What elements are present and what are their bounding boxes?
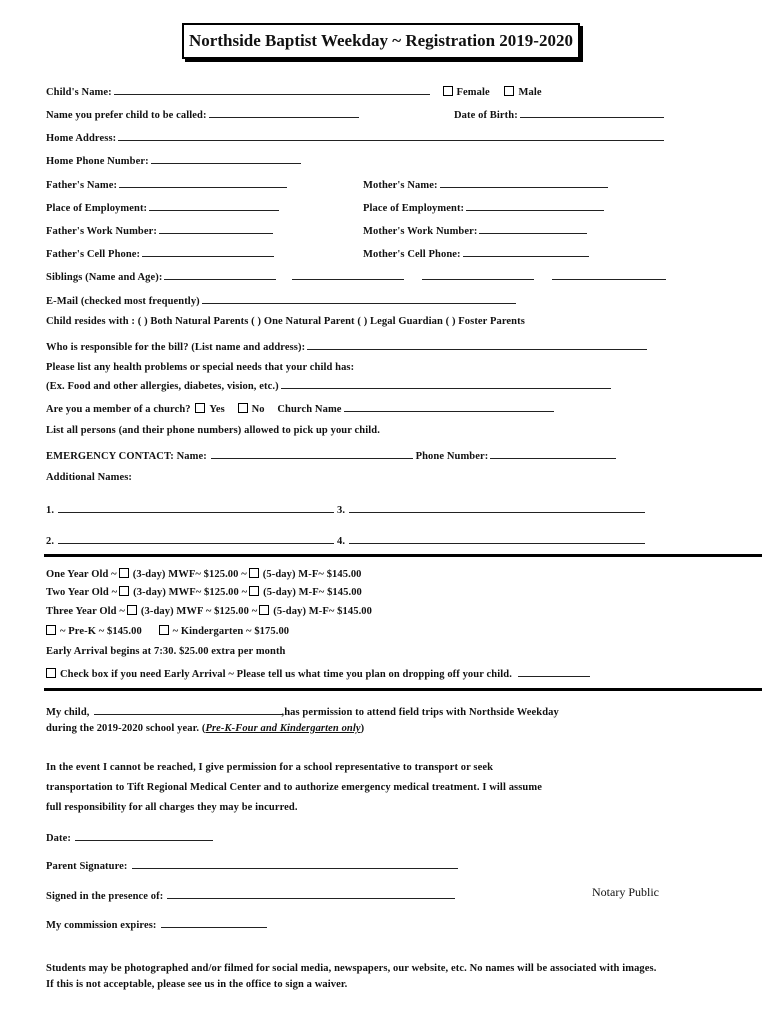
dropoff-time-field[interactable] — [518, 666, 590, 677]
father-cell-row: Father's Cell Phone: — [46, 246, 274, 260]
sibling-field-1[interactable] — [164, 269, 276, 280]
section-divider-2 — [44, 688, 762, 691]
health-field[interactable] — [281, 378, 611, 389]
preferred-name-row: Name you prefer child to be called: — [46, 107, 359, 121]
father-employment-row: Place of Employment: — [46, 200, 279, 214]
two-year-5day-checkbox[interactable] — [249, 586, 259, 596]
presence-signature-field[interactable] — [167, 888, 455, 899]
date-row: Date: — [46, 830, 213, 844]
commission-field[interactable] — [161, 917, 267, 928]
father-cell-field[interactable] — [142, 246, 274, 257]
father-name-field[interactable] — [119, 177, 287, 188]
sibling-field-2[interactable] — [292, 269, 404, 280]
email-field[interactable] — [202, 293, 516, 304]
parent-signature-row: Parent Signature: — [46, 858, 458, 872]
emergency-consent-3: full responsibility for all charges they may be incurred. — [46, 802, 298, 813]
additional-name-1: 1. — [46, 502, 334, 516]
child-name-row: Child's Name: Female Male — [46, 84, 542, 98]
form-title: Northside Baptist Weekday ~ Registration 2019-2020 — [182, 23, 580, 59]
kindergarten-checkbox[interactable] — [159, 625, 169, 635]
commission-row: My commission expires: — [46, 917, 267, 931]
emergency-name-field[interactable] — [211, 448, 413, 459]
siblings-row: Siblings (Name and Age): — [46, 269, 666, 283]
email-row: E-Mail (checked most frequently) — [46, 293, 516, 307]
home-phone-field[interactable] — [151, 153, 301, 164]
father-employment-field[interactable] — [149, 200, 279, 211]
male-checkbox[interactable] — [504, 86, 514, 96]
father-name-row: Father's Name: — [46, 177, 287, 191]
mother-employment-field[interactable] — [466, 200, 604, 211]
dob-field[interactable] — [520, 107, 664, 118]
additional-name-3: 3. — [337, 502, 645, 516]
early-arrival-row: Check box if you need Early Arrival ~ Please tell us what time you plan on dropping off your child. — [46, 666, 590, 680]
additional-name-2-field[interactable] — [58, 533, 334, 544]
photo-notice-2: If this is not acceptable, please see us in the office to sign a waiver. — [46, 979, 348, 990]
early-arrival-checkbox[interactable] — [46, 668, 56, 678]
mother-cell-field[interactable] — [463, 246, 589, 257]
prek-kinder-row: ~ Pre-K ~ $145.00 ~ Kindergarten ~ $175.00 — [46, 625, 289, 637]
additional-name-4-field[interactable] — [349, 533, 645, 544]
emergency-consent-2: transportation to Tift Regional Medical Center and to authorize emergency medical treatment. I will assume — [46, 782, 542, 793]
additional-name-1-field[interactable] — [58, 502, 334, 513]
bill-row: Who is responsible for the bill? (List name and address): — [46, 339, 647, 353]
additional-name-3-field[interactable] — [349, 502, 645, 513]
additional-name-4: 4. — [337, 533, 645, 547]
church-no-checkbox[interactable] — [238, 403, 248, 413]
sibling-field-4[interactable] — [552, 269, 666, 280]
emergency-row: EMERGENCY CONTACT: Name: Phone Number: — [46, 448, 616, 462]
mother-employment-row: Place of Employment: — [363, 200, 604, 214]
home-address-row: Home Address: — [46, 130, 664, 144]
two-year-old-row: Two Year Old ~ (3-day) MWF~ $125.00 ~ (5-day) M-F~ $145.00 — [46, 587, 362, 598]
one-year-old-row: One Year Old ~ (3-day) MWF~ $125.00 ~ (5-day) M-F~ $145.00 — [46, 569, 362, 580]
emergency-phone-field[interactable] — [490, 448, 616, 459]
female-checkbox[interactable] — [443, 86, 453, 96]
health-line-1: Please list any health problems or special needs that your child has: — [46, 362, 355, 373]
date-field[interactable] — [75, 830, 213, 841]
preferred-name-field[interactable] — [209, 107, 359, 118]
one-year-5day-checkbox[interactable] — [249, 568, 259, 578]
field-trip-row: My child, ,has permission to attend field trips with Northside Weekday — [46, 704, 559, 718]
one-year-3day-checkbox[interactable] — [119, 568, 129, 578]
school-year-row: during the 2019-2020 school year. (Pre-K-Four and Kindergarten only) — [46, 723, 365, 734]
additional-name-2: 2. — [46, 533, 334, 547]
child-name-permission-field[interactable] — [94, 704, 282, 715]
three-year-3day-checkbox[interactable] — [127, 605, 137, 615]
parent-signature-field[interactable] — [132, 858, 458, 869]
emergency-consent-1: In the event I cannot be reached, I give permission for a school representative to transport or seek — [46, 762, 494, 773]
two-year-3day-checkbox[interactable] — [119, 586, 129, 596]
mother-name-row: Mother's Name: — [363, 177, 608, 191]
notary-public-label: Notary Public — [592, 885, 659, 899]
home-address-field[interactable] — [118, 130, 664, 141]
early-arrival-info: Early Arrival begins at 7:30. $25.00 extra per month — [46, 646, 286, 657]
mother-cell-row: Mother's Cell Phone: — [363, 246, 589, 260]
church-row: Are you a member of a church? Yes No Church Name — [46, 401, 554, 415]
father-work-row: Father's Work Number: — [46, 223, 273, 237]
home-phone-row: Home Phone Number: — [46, 153, 301, 167]
father-work-field[interactable] — [159, 223, 273, 234]
three-year-5day-checkbox[interactable] — [259, 605, 269, 615]
bill-field[interactable] — [307, 339, 647, 350]
presence-row: Signed in the presence of: — [46, 888, 455, 902]
photo-notice-1: Students may be photographed and/or filmed for social media, newspapers, our website, etc. No names will be associated with images. — [46, 963, 657, 974]
additional-names-label: Additional Names: — [46, 472, 132, 483]
prek-checkbox[interactable] — [46, 625, 56, 635]
health-line-2: (Ex. Food and other allergies, diabetes, vision, etc.) — [46, 378, 611, 392]
child-name-field[interactable] — [114, 84, 430, 95]
mother-work-field[interactable] — [479, 223, 587, 234]
dob-row: Date of Birth: — [454, 107, 664, 121]
mother-work-row: Mother's Work Number: — [363, 223, 587, 237]
pickup-row: List all persons (and their phone numbers) allowed to pick up your child. — [46, 425, 380, 436]
church-name-field[interactable] — [344, 401, 554, 412]
section-divider-1 — [44, 554, 762, 557]
church-yes-checkbox[interactable] — [195, 403, 205, 413]
sibling-field-3[interactable] — [422, 269, 534, 280]
mother-name-field[interactable] — [440, 177, 608, 188]
three-year-old-row: Three Year Old ~ (3-day) MWF ~ $125.00 ~ (5-day) M-F~ $145.00 — [46, 606, 373, 617]
child-resides-row[interactable]: Child resides with : ( ) Both Natural Parents ( ) One Natural Parent ( ) Legal Guardian ( ) Foster Parents — [46, 316, 525, 327]
